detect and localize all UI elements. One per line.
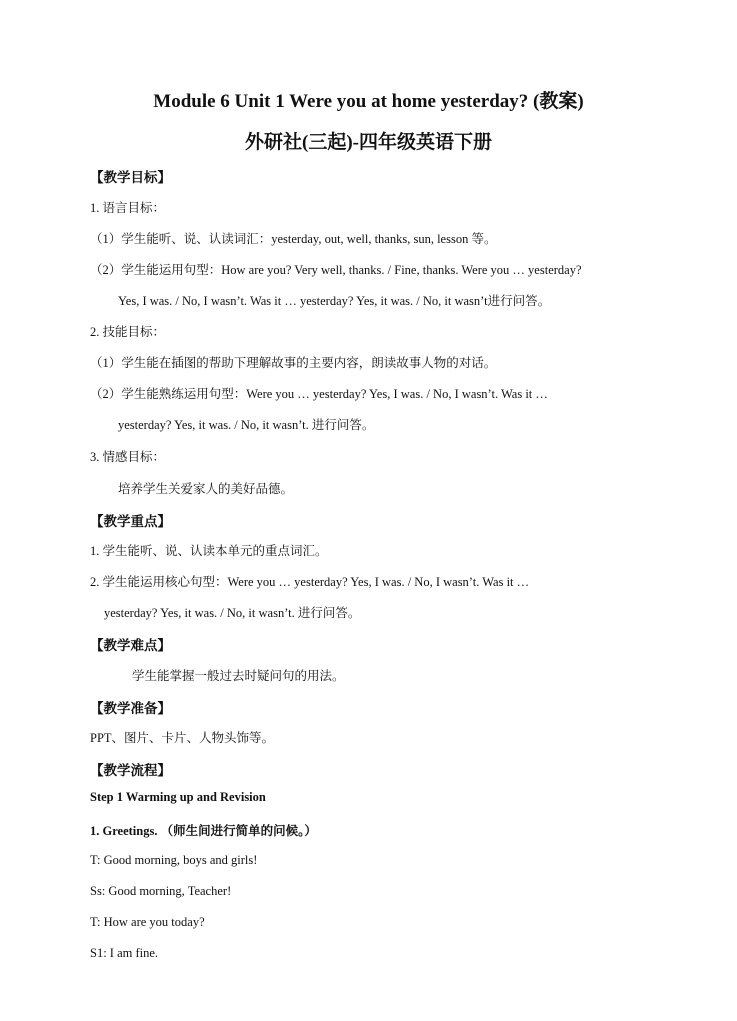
dialogue-line-3: T: How are you today? <box>90 915 205 929</box>
objective-language-item-1: （1）学生能听、说、认读词汇：yesterday, out, well, thanks, sun, lesson 等。 <box>90 232 497 246</box>
objective-emotion-item: 培养学生关爱家人的美好品德。 <box>118 482 294 496</box>
objective-language-item-2: （2）学生能运用句型：How are you? Very well, thanks. / Fine, thanks. Were you … yesterday? <box>90 263 582 277</box>
objective-skill-item-2: （2）学生能熟练运用句型：Were you … yesterday? Yes, I was. / No, I wasn’t. Was it … <box>90 387 548 401</box>
objective-language-label: 1. 语言目标： <box>90 201 166 215</box>
dialogue-line-1: T: Good morning, boys and girls! <box>90 853 258 867</box>
greetings-heading: 1. Greetings. （师生间进行简单的问候。） <box>90 824 317 838</box>
key-point-2-cont: yesterday? Yes, it was. / No, it wasn’t. 进行问答。 <box>104 606 361 620</box>
document-subtitle: 外研社(三起)-四年级英语下册 <box>245 132 492 153</box>
objective-skill-item-2-cont: yesterday? Yes, it was. / No, it wasn’t. 进行问答。 <box>118 418 375 432</box>
dialogue-line-4: S1: I am fine. <box>90 946 159 960</box>
key-point-2: 2. 学生能运用核心句型：Were you … yesterday? Yes, I was. / No, I wasn’t. Was it … <box>90 575 530 589</box>
key-point-1: 1. 学生能听、说、认读本单元的重点词汇。 <box>90 544 328 558</box>
objective-emotion-label: 3. 情感目标： <box>90 450 166 464</box>
section-heading-key-points: 【教学重点】 <box>90 514 171 529</box>
objective-skill-label: 2. 技能目标： <box>90 325 166 339</box>
preparation-item: PPT、图片、卡片、人物头饰等。 <box>90 731 275 745</box>
objective-skill-item-1: （1）学生能在插图的帮助下理解故事的主要内容，朗读故事人物的对话。 <box>90 356 497 370</box>
section-heading-objectives: 【教学目标】 <box>90 170 171 185</box>
document-title: Module 6 Unit 1 Were you at home yesterday? (教案) <box>153 91 584 112</box>
section-heading-preparation: 【教学准备】 <box>90 701 171 716</box>
section-heading-difficulties: 【教学难点】 <box>90 638 171 653</box>
difficulty-item: 学生能掌握一般过去时疑问句的用法。 <box>132 669 345 683</box>
objective-language-item-2-cont: Yes, I was. / No, I wasn’t. Was it … yesterday? Yes, it was. / No, it wasn’t进行问答。 <box>118 294 551 308</box>
step-1-title: Step 1 Warming up and Revision <box>90 790 266 804</box>
section-heading-procedure: 【教学流程】 <box>90 763 171 778</box>
dialogue-line-2: Ss: Good morning, Teacher! <box>90 884 232 898</box>
